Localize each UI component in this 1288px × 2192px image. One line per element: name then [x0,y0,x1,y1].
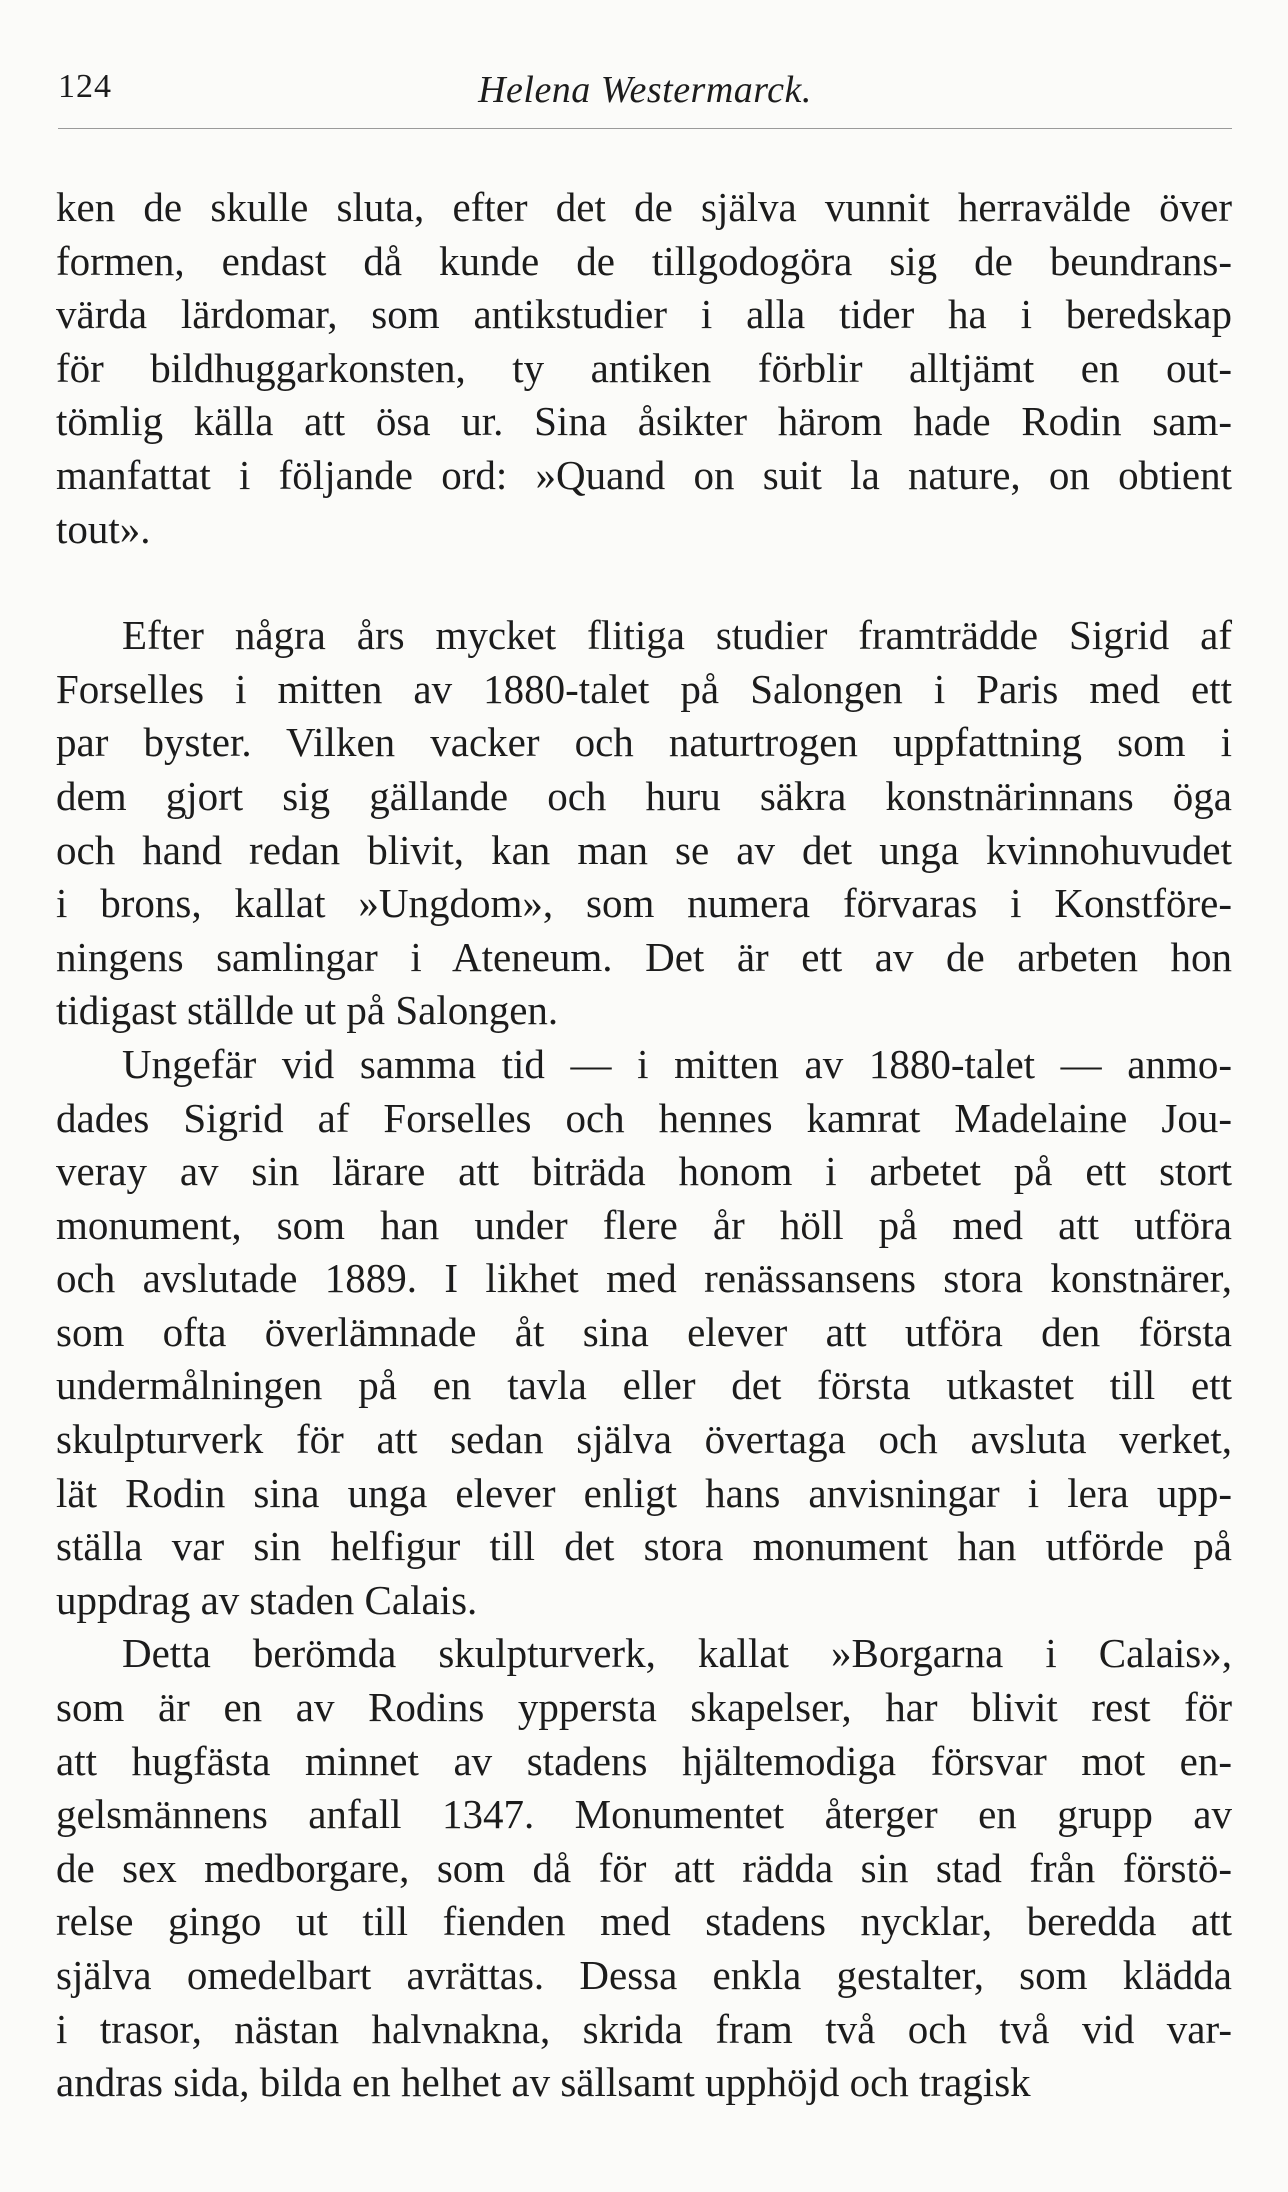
text-line: veray av sin lärare att biträda honom i arbetet på ett stort [56,1148,1232,1195]
text-line: gelsmännens anfall 1347. Monumentet återger en grupp av [56,1791,1232,1838]
text-line: monument, som han under flere år höll på med att utföra [56,1201,1232,1248]
text-line: tidigast ställde ut på Salongen. [56,987,559,1034]
text-line: dem gjort sig gällande och huru säkra konstnärinnans öga [56,772,1232,819]
text-line: i brons, kallat »Ungdom», som numera förvaras i Konstföre- [56,880,1232,927]
text-line: dades Sigrid af Forselles och hennes kamrat Madelaine Jou- [56,1094,1232,1141]
paragraph [56,609,1232,1038]
text-line: att hugfästa minnet av stadens hjältemodiga försvar mot en- [56,1737,1232,1784]
text-line: skulpturverk för att sedan själva övertaga och avsluta verket, [56,1416,1232,1463]
paragraph [56,1627,1232,2109]
body-text [56,181,1232,2110]
text-line: manfattat i följande ord: »Quand on suit la nature, on obtient [56,451,1232,498]
text-line: Forselles i mitten av 1880-talet på Salongen i Paris med ett [56,665,1232,712]
running-head [58,62,1232,129]
text-line: och avslutade 1889. I likhet med renässansens stora konstnärer, [56,1255,1232,1302]
text-line: värda lärdomar, som antikstudier i alla tider ha i beredskap [56,291,1232,338]
text-line: formen, endast då kunde de tillgodogöra sig de beundrans- [56,237,1232,284]
running-title: Helena Westermarck. [478,69,812,111]
text-line: Detta berömda skulpturverk, kallat »Borgarna i Calais», [122,1630,1232,1677]
text-line: par byster. Vilken vacker och naturtrogen uppfattning som i [56,719,1232,766]
text-line: som är en av Rodins yppersta skapelser, har blivit rest för [56,1684,1232,1731]
text-line: ningens samlingar i Ateneum. Det är ett av de arbeten hon [56,933,1232,980]
text-line: de sex medborgare, som då för att rädda sin stad från förstö- [56,1844,1232,1891]
text-line: ken de skulle sluta, efter det de själva vunnit herravälde över [56,184,1232,230]
text-line: andras sida, bilda en helhet av sällsamt upphöjd och tragisk [56,2059,1031,2106]
page-number: 124 [58,68,112,105]
text-line: lät Rodin sina unga elever enligt hans anvisningar i lera upp- [56,1469,1232,1516]
text-line: tout». [56,505,151,552]
text-line: Ungefär vid samma tid — i mitten av 1880-talet — anmo- [122,1040,1232,1087]
text-line: själva omedelbart avrättas. Dessa enkla gestalter, som klädda [56,1952,1232,1998]
paragraph [56,181,1232,556]
text-line: för bildhuggarkonsten, ty antiken förblir alltjämt en out- [56,344,1232,391]
text-line: relse gingo ut till fienden med stadens nycklar, beredda att [56,1898,1232,1945]
text-line: Efter några års mycket flitiga studier framträdde Sigrid af [122,612,1232,659]
text-line: undermålningen på en tavla eller det första utkastet till ett [56,1362,1232,1409]
text-line: ställa var sin helfigur till det stora monument han utförde på [56,1523,1232,1570]
text-line: uppdrag av staden Calais. [56,1576,478,1623]
text-line: och hand redan blivit, kan man se av det unga kvinnohuvudet [56,826,1232,873]
paragraph [56,1038,1232,1628]
text-line: som ofta överlämnade åt sina elever att utföra den första [56,1308,1232,1355]
text-line: tömlig källa att ösa ur. Sina åsikter härom hade Rodin sam- [56,398,1232,445]
text-line: i trasor, nästan halvnakna, skrida fram två och två vid var- [56,2005,1232,2052]
